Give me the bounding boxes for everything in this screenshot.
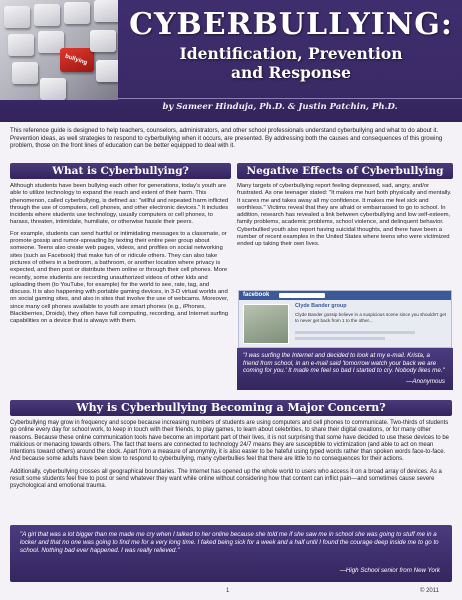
page-subtitle — [126, 44, 456, 82]
keyboard-key — [4, 6, 30, 28]
facebook-top-bar — [239, 291, 451, 300]
what-paragraph-2: For example, students can send hurtful or intimidating messages to a classmate, or promote gossip and rumor-spreading by texting their entire peer group about someone. Teens also create web pages, videos, and profiles on social networking sites (such as Facebook) that make fun of or ridicule others. They can also take pictures of others in a bedroom, a bathroom, or another location where privacy is expected, and then post or distribute them online or through their cell phones. More recently, some students are recording unauthorized videos of other kids and uploading them (to YouTube, for example) for the world to see, rate, tag, and discuss. It is also happening with portable gaming devices, in 3-D virtual worlds and on social gaming sites, and also in sites that involve the use of webcams. Moreover, since many cell phones available to youth are smart phones (e.g., iPhones, Blackberries, Droids), they often have full computing, recording, and Internet surfing capabilities on a device that is always with them. — [10, 230, 229, 325]
keyboard-key — [8, 34, 34, 56]
anonymous-quote — [237, 348, 453, 390]
facebook-screenshot — [238, 290, 452, 348]
anonymous-quote-attribution: —Anonymous — [406, 378, 445, 386]
keyboard-key — [40, 78, 66, 100]
what-section-text — [10, 183, 231, 330]
keyboard-key — [94, 0, 118, 22]
facebook-search-box — [279, 293, 325, 298]
keyboard-key — [34, 4, 60, 26]
header — [0, 0, 462, 122]
keyboard-key — [90, 30, 116, 52]
page-title: CYBERBULLYING: — [129, 7, 453, 42]
page-number: 1 — [226, 588, 230, 594]
anonymous-quote-text: "I was surfing the Internet and decided to look at my e-mail. Krista, a friend from school, in an e-mail said 'tomorrow watch your back we are coming for you.' It made me feel so bad I started to cry. Nobody likes me." — [243, 352, 445, 375]
senior-quote-text: "A girl that was a lot bigger than me made me cry when I talked to her online because she told me if she saw me in school she was going to stuff me in a locker and that no one was going to find me for a very long time. I faked being sick for a week and a half until I found the courage deep inside me to go to school. Nothing bad ever happened. I was really relieved." — [20, 531, 439, 554]
facebook-text-line — [295, 337, 385, 340]
facebook-text-line — [295, 331, 415, 334]
subtitle-line-1: Identification, Prevention — [179, 44, 403, 63]
concern-paragraph-2: Additionally, cyberbullying crosses all geographical boundaries. The Internet has opened up the whole world to users who access it on a broad array of devices. As a result some students feel free to post or send whatever they want while online without considering how that content can inflict pain—and sometimes cause severe psychological and emotional trauma. — [10, 468, 442, 490]
concern-paragraph-1: Cyberbullying may grow in frequency and scope because increasing numbers of students are using computers and cell phones to communicate. Two-thirds of students go online every day for school work, to keep in touch with their friends, to play games, to learn about celebrities, to share their digital creations, or for many other reasons. Because these online communication tools have become an important part of their lives, it is not surprising that some have decided to use these devices to be malicious or menacing towards others. The fact that teens are connected to technology 24/7 means they are susceptible to victimization (and able to act on mean intentions toward others) around the clock. Apart from a measure of anonymity, it is also easier to be hateful using typed words rather than spoken words face-to-face. And because some adults have been slow to respond to cyberbullying, many cyberbullies feel that there are little to no consequences for their actions. — [10, 420, 449, 463]
senior-quote-attribution: —High School senior from New York — [339, 567, 440, 574]
what-heading: What is Cyberbullying? — [10, 163, 231, 179]
keyboard-key — [12, 62, 38, 84]
keyboard-image — [0, 0, 118, 100]
concern-section-text — [10, 420, 452, 496]
header-divider — [118, 98, 462, 99]
keyboard-key — [64, 2, 90, 24]
profile-photo — [243, 304, 289, 344]
effects-paragraph-1: Many targets of cyberbullying report feeling depressed, sad, angry, and/or frustrated. As one teenager stated: "It makes me hurt both physically and mentally. It scares me and takes away all my confidence. It makes me feel sick and worthless." Victims reveal that they are afraid or embarrassed to go to school. In addition, research has revealed a link between cyberbullying and low self-esteem, family problems, academic problems, school violence, and delinquent behavior. Cyberbullied youth also report having suicidal thoughts, and there have been a number of recent examples in the United States where teens who were victimized ended up taking their own lives. — [237, 183, 452, 248]
concern-heading: Why is Cyberbullying Becoming a Major Concern? — [10, 400, 452, 416]
effects-section-text — [237, 183, 453, 249]
subtitle-line-2: and Response — [230, 63, 352, 82]
intro-paragraph: This reference guide is designed to help teachers, counselors, administrators, and other school professionals understand cyberbullying and what to do about it. Prevention ideas, as well strategies to respond to cyberbullying when it occurs, are presented. By addressing both the causes and consequences of this growing problem, those on the front lines of education can be better equipped to deal with it. — [10, 127, 443, 150]
bullying-key-label: bullying — [64, 53, 88, 67]
effects-heading: Negative Effects of Cyberbullying — [237, 163, 453, 179]
copyright: © 2011 — [420, 588, 439, 594]
keyboard-key — [96, 60, 118, 82]
facebook-post-text: Clyde Bander gossip believe in a suspicious scene since you shouldn't get to never get back from 1 to the other... — [295, 312, 447, 323]
what-paragraph-1: Although students have been bullying each other for generations, today's youth are able to utilize technology to expand the reach and extent of their harm. This phenomenon, called cyberbullying, is defined as: "willful and repeated harm inflicted through the use of computers, cell phones, and other electronic devices." It includes incidents where students use technology, usually computers or cell phones, to harass, threaten, intimidate, humiliate, or otherwise hassle their peers. — [10, 183, 229, 226]
authors: by Sameer Hinduja, Ph.D. & Justin Patchin, Ph.D. — [162, 102, 398, 112]
senior-quote — [10, 525, 452, 582]
facebook-logo: facebook — [243, 292, 270, 298]
facebook-profile-name: Clyde Bander group — [295, 303, 347, 309]
